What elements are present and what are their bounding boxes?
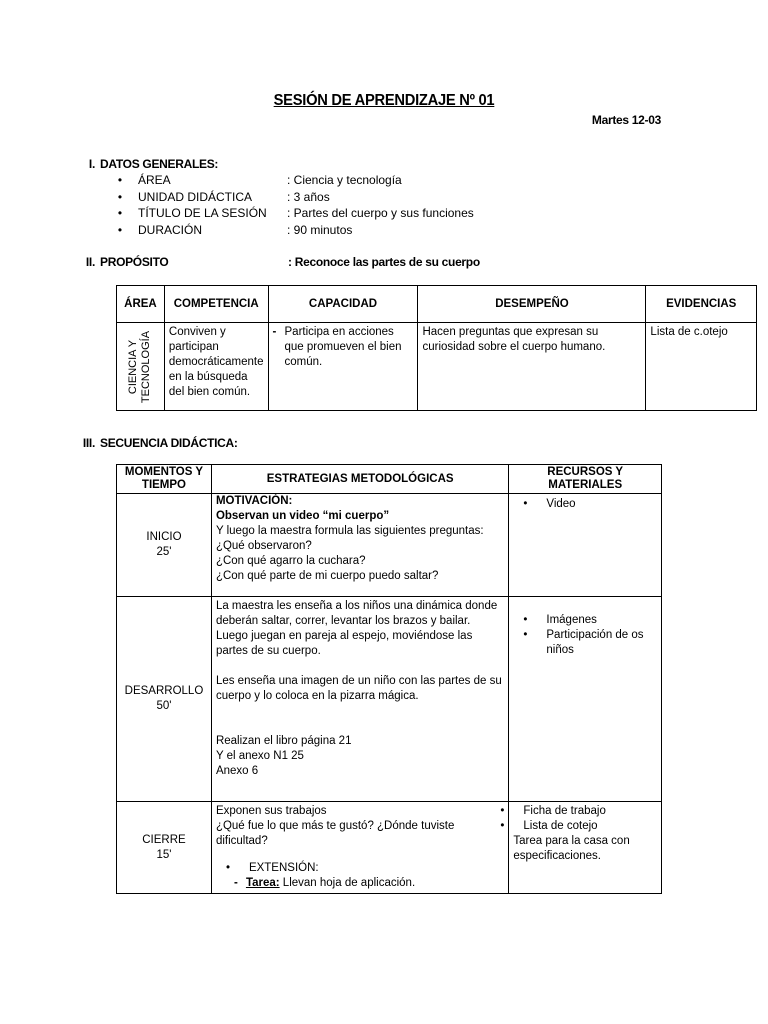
page-title: SESIÓN DE APRENDIZAJE Nº 01 [273, 92, 495, 109]
text-line: Anexo 6 [215, 765, 259, 777]
momento-cierre [117, 802, 212, 894]
competencias-table [116, 285, 757, 411]
table-row-cierre [117, 802, 662, 894]
datos-label: UNIDAD DIDÁCTICA [138, 190, 253, 204]
text-paragraph: La maestra les enseña a los niños una dinámica donde deberán saltar, correr, levantar los brazos y bailar. [215, 600, 498, 627]
table-header-row [117, 465, 662, 494]
datos-label: DURACIÓN [138, 223, 203, 237]
datos-value: : Ciencia y tecnología [287, 173, 402, 187]
datos-value: : Partes del cuerpo y sus funciones [287, 206, 474, 220]
section-secuencia [75, 436, 238, 450]
desempeno-cell: Hacen preguntas que expresan su curiosidad sobre el cuerpo humano. [418, 323, 646, 411]
momento-inicio [117, 494, 212, 597]
header-momentos: MOMENTOS Y TIEMPO [117, 465, 212, 494]
bullet: • [117, 190, 123, 204]
section-label: PROPÓSITO [100, 255, 169, 269]
tarea-line [216, 876, 504, 891]
table-row-inicio [117, 494, 662, 597]
resource-item: • Video [513, 497, 657, 512]
section-number: I. [88, 157, 95, 171]
datos-row-area [0, 172, 768, 188]
header-area: ÁREA [117, 286, 165, 323]
text-line: Realizan el libro página 21 [215, 735, 352, 747]
resource-list [513, 613, 657, 658]
section-number: II. [85, 255, 95, 269]
text-line: ¿Qué fue lo que más te gustó? ¿Dónde tuviste dificultad? [215, 820, 455, 847]
section-label: DATOS GENERALES: [100, 157, 219, 171]
momento-time: 25' [156, 546, 172, 558]
bullet: • [117, 223, 123, 237]
motivacion-subheading: Observan un video “mi cuerpo” [215, 510, 390, 522]
tarea-label: Tarea: [245, 877, 280, 889]
text-paragraph: Luego juegan en pareja al espejo, moviéndose las partes de su cuerpo. [215, 630, 473, 657]
header-desempeno: DESEMPEÑO [418, 286, 646, 323]
table-header-row [117, 286, 757, 323]
table-row [117, 323, 757, 411]
section-number: III. [82, 436, 95, 450]
extension-list [216, 861, 504, 876]
header-competencia: COMPETENCIA [164, 286, 268, 323]
header-estrategias: ESTRATEGIAS METODOLÓGICAS [211, 465, 508, 494]
datos-label: ÁREA [138, 173, 171, 187]
text-line: ¿Con qué parte de mi cuerpo puedo saltar? [215, 570, 439, 582]
area-line: TECNOLOGÍA [140, 330, 153, 403]
estrategia-inicio [211, 494, 508, 597]
tarea-text: Llevan hoja de aplicación. [279, 877, 416, 889]
session-date: Martes 12-03 [591, 113, 661, 127]
bullet: • [117, 173, 123, 187]
datos-value: : 3 años [287, 190, 330, 204]
text-line: ¿Qué observaron? [215, 540, 312, 552]
momento-name: DESARROLLO [124, 685, 204, 697]
text-line: Exponen sus trabajos [215, 805, 327, 817]
area-line: CIENCIA Y [127, 339, 140, 394]
datos-label: TÍTULO DE LA SESIÓN [138, 206, 267, 220]
header-capacidad: CAPACIDAD [268, 286, 418, 323]
section-datos-generales [75, 157, 218, 171]
resource-item: • Imágenes [513, 613, 657, 628]
text-line: Y luego la maestra formula las siguientes preguntas: [215, 525, 484, 537]
dash: - [233, 877, 238, 889]
datos-row-unidad [0, 189, 768, 205]
section-label: SECUENCIA DIDÁCTICA: [100, 436, 238, 450]
text-line: ¿Con qué agarro la cuchara? [215, 555, 366, 567]
evidencias-cell: Lista de c.otejo [646, 323, 757, 411]
momento-time: 15' [156, 848, 172, 861]
recursos-inicio [509, 494, 662, 597]
resource-item: • Participación de os niños [513, 628, 657, 658]
header-evidencias: EVIDENCIAS [646, 286, 757, 323]
bullet: • [117, 206, 123, 220]
momento-name: CIERRE [142, 833, 186, 846]
recursos-desarrollo [509, 597, 662, 802]
capacidad-cell [268, 323, 418, 411]
text-paragraph: Les enseña una imagen de un niño con las partes de su cuerpo y lo coloca en la pizarra mágica. [215, 675, 502, 702]
capacidad-text: Participa en acciones que promueven el bien común. [284, 326, 402, 368]
extension-item: • EXTENSIÓN: [216, 861, 504, 876]
resource-list [513, 497, 657, 512]
momento-time: 50' [156, 700, 172, 712]
estrategia-desarrollo [211, 597, 508, 802]
momento-desarrollo [117, 597, 212, 802]
resource-item: • Lista de cotejo [490, 819, 657, 834]
momento-name: INICIO [146, 531, 182, 543]
resource-item: • Ficha de trabajo [490, 804, 657, 819]
header-recursos: RECURSOS Y MATERIALES [509, 465, 662, 494]
area-cell [117, 323, 165, 411]
datos-row-titulo [0, 205, 768, 221]
secuencia-table [116, 464, 662, 894]
datos-row-duracion [0, 222, 768, 238]
competencia-cell: Conviven y participan democráticamente en la búsqueda del bien común. [164, 323, 268, 411]
dash: - [272, 326, 277, 338]
section-proposito [75, 255, 168, 269]
motivacion-heading: MOTIVACIÓN: [215, 495, 293, 507]
recursos-cierre [509, 802, 662, 894]
resource-list [490, 804, 657, 834]
datos-value: : 90 minutos [287, 223, 353, 237]
text-line: Y el anexo N1 25 [215, 750, 304, 762]
estrategia-cierre [211, 802, 508, 894]
area-rotated-label [127, 330, 153, 402]
resources-note: Tarea para la casa con especificaciones. [513, 835, 630, 862]
proposito-value: : Reconoce las partes de su cuerpo [288, 255, 480, 269]
table-row-desarrollo [117, 597, 662, 802]
